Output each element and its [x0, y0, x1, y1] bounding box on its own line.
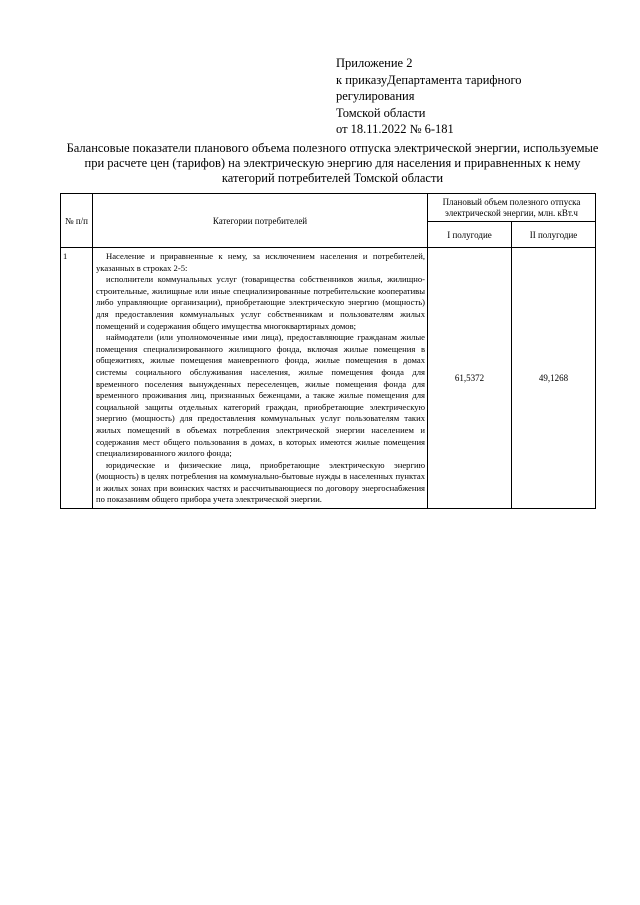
table-row	[61, 248, 596, 509]
table-header-row	[61, 194, 596, 222]
appendix-line: Томской области	[336, 105, 426, 120]
appendix-line: к приказуДепартамента тарифного	[336, 72, 522, 87]
header-volume: Плановый объем полезного отпуска электрической энергии, млн. кВт.ч	[428, 194, 596, 222]
appendix-line: регулирования	[336, 89, 415, 103]
row-number: 1	[61, 248, 93, 509]
category-paragraph: наймодатели (или уполномоченные ими лица), предоставляющие гражданам жилые помещения специализированного жилищного фонда, включая жилые помещения в общежитиях, жилые помещения маневренного фонда, жилые помещения в домах системы социального обслуживания населения, жилые помещения фонда для временного поселения вынужденных переселенцев, жилые помещения фонда для временного проживания лиц, признанных беженцами, а также жилые помещения для социальной защиты отдельных категорий граждан, приобретающие электрическую энергию (мощность) для предоставления коммунальных услуг пользователям таких жилых помещений в объемах потребления электрической энергии населением и содержания мест общего пользования в домах, в которых имеются жилые помещения специализированного жилого фонда;	[96, 332, 425, 459]
header-number: № п/п	[61, 194, 93, 248]
row-category	[93, 248, 428, 509]
header-category: Категории потребителей	[93, 194, 428, 248]
header-half-2: II полугодие	[512, 222, 596, 248]
category-paragraph: юридические и физические лица, приобретающие электрическую энергию (мощность) в целях потребления на коммунально-бытовые нужды в населенных пунктах и жилых зонах при воинских частях и рассчитывающиеся по договору энергоснабжения по показаниям общего прибора учета электрической энергии.	[96, 459, 425, 505]
category-paragraph: исполнители коммунальных услуг (товарищества собственников жилья, жилищно-строительные, жилищные или иные специализированные потребительские кооперативы либо управляющие организации), приобретающие электрическую энергию (мощность) для предоставления коммунальных услуг собственникам и пользователям жилых помещений и содержания общего имущества многоквартирных домов;	[96, 274, 425, 331]
row-value-half-1: 61,5372	[428, 248, 512, 509]
appendix-line: Приложение 2	[336, 56, 413, 70]
appendix-block	[336, 55, 606, 138]
balance-table	[60, 193, 596, 509]
category-paragraph: Население и приравненные к нему, за исключением населения и потребителей, указанных в строках 2-5:	[96, 251, 425, 273]
appendix-line: от 18.11.2022 № 6-181	[336, 122, 454, 136]
document-title: Балансовые показатели планового объема полезного отпуска электрической энергии, используемые при расчете цен (тарифов) на электрическую энергию для населения и приравненных к нему категорий потребителей Томской области	[66, 141, 599, 185]
header-half-1: I полугодие	[428, 222, 512, 248]
row-value-half-2: 49,1268	[512, 248, 596, 509]
